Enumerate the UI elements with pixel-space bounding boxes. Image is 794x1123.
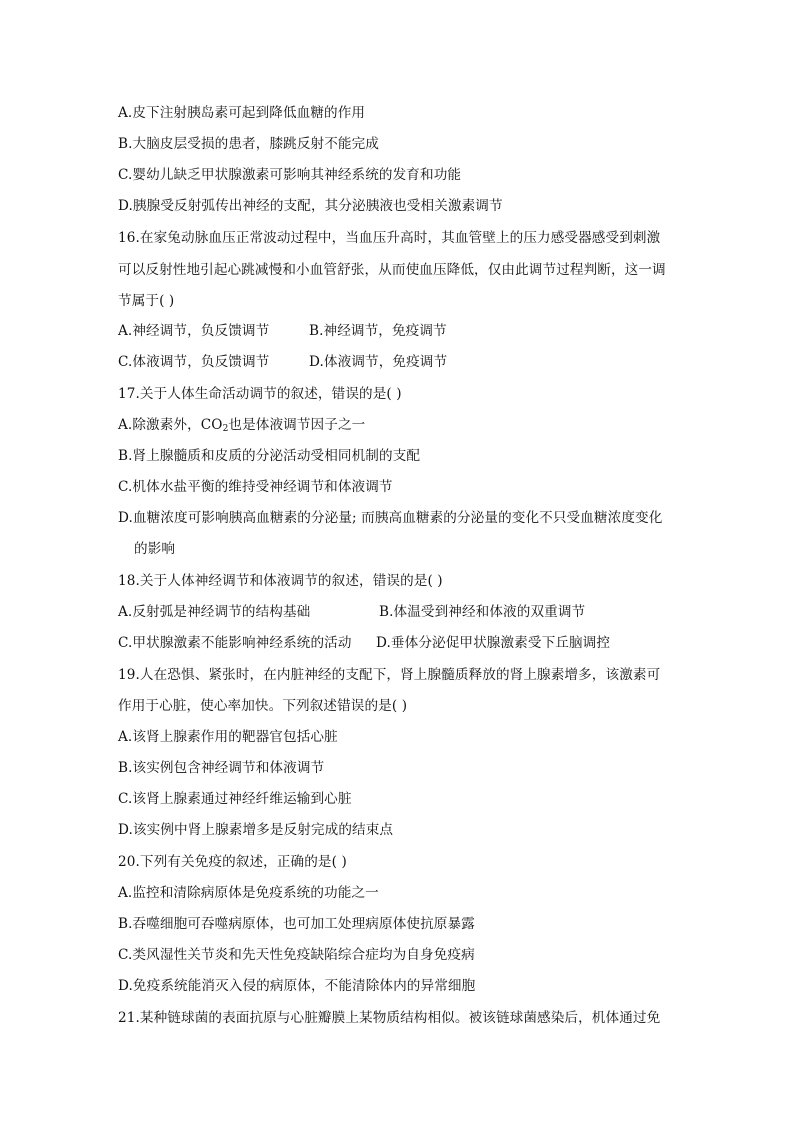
q19-option-a: A.该肾上腺素作用的靶器官包括心脏 [118, 729, 338, 745]
q17-option-d-line2: 的影响 [134, 541, 176, 557]
q16-option-c: C.体液调节，负反馈调节 [118, 354, 270, 370]
q15-option-b: B.大脑皮层受损的患者，膝跳反射不能完成 [118, 136, 379, 152]
q19-option-c: C.该肾上腺素通过神经纤维运输到心脏 [118, 791, 352, 807]
q15-option-c: C.婴幼儿缺乏甲状腺激素可影响其神经系统的发育和功能 [118, 167, 462, 183]
q16-option-d: D.体液调节，免疫调节 [309, 354, 448, 370]
q18-stem: 18.关于人体神经调节和体液调节的叙述，错误的是( ) [118, 573, 443, 589]
q20-option-d: D.免疫系统能消灭入侵的病原体，不能清除体内的异常细胞 [118, 978, 476, 994]
q18-option-d: D.垂体分泌促甲状腺激素受下丘脑调控 [376, 635, 611, 651]
q15-option-d: D.胰腺受反射弧传出神经的支配，其分泌胰液也受相关激素调节 [118, 198, 503, 214]
q17-option-a [118, 416, 365, 434]
q17-option-a-pre: A.除激素外，CO [118, 417, 223, 433]
q16-option-b: B.神经调节，免疫调节 [309, 323, 447, 339]
q16-stem-line2: 可以反射性地引起心跳减慢和小血管舒张，从而使血压降低，仅由此调节过程判断，这一调 [118, 262, 666, 278]
q18-option-c: C.甲状腺激素不能影响神经系统的活动 [118, 635, 352, 651]
q21-stem-line1: 21.某种链球菌的表面抗原与心脏瓣膜上某物质结构相似。被该链球菌感染后，机体通过免 [118, 1010, 661, 1026]
q18-option-a: A.反射弧是神经调节的结构基础 [118, 604, 311, 620]
q17-option-a-post: 也是体液调节因子之一 [228, 417, 366, 433]
q20-stem: 20.下列有关免疫的叙述，正确的是( ) [118, 854, 347, 870]
q20-option-b: B.吞噬细胞可吞噬病原体，也可加工处理病原体使抗原暴露 [118, 916, 475, 932]
q20-option-a: A.监控和清除病原体是免疫系统的功能之一 [118, 885, 379, 901]
q18-option-b: B.体温受到神经和体液的双重调节 [379, 604, 586, 620]
q17-option-c: C.机体水盐平衡的维持受神经调节和体液调节 [118, 479, 393, 495]
q17-option-b: B.肾上腺髓质和皮质的分泌活动受相同机制的支配 [118, 448, 421, 464]
q20-option-c: C.类风湿性关节炎和先天性免疫缺陷综合症均为自身免疫病 [118, 947, 475, 963]
q19-stem-line1: 19.人在恐惧、紧张时，在内脏神经的支配下，肾上腺髓质释放的肾上腺素增多，该激素可 [118, 667, 661, 683]
q19-stem-line2: 作用于心脏，使心率加快。下列叙述错误的是( ) [118, 698, 408, 714]
q19-option-b: B.该实例包含神经调节和体液调节 [118, 760, 325, 776]
q16-stem-line1: 16.在家兔动脉血压正常波动过程中，当血压升高时，其血管壁上的压力感受器感受到刺激 [118, 230, 661, 246]
q16-stem-line3: 节属于( ) [118, 293, 175, 309]
q19-option-d: D.该实例中肾上腺素增多是反射完成的结束点 [118, 822, 394, 838]
q17-option-a-subscript: 2 [222, 424, 229, 434]
q16-option-a: A.神经调节，负反馈调节 [118, 323, 270, 339]
q17-option-d-line1: D.血糖浓度可影响胰高血糖素的分泌量; 而胰高血糖素的分泌量的变化不只受血糖浓度变化 [118, 510, 663, 526]
q17-stem: 17.关于人体生命活动调节的叙述，错误的是( ) [118, 386, 402, 402]
q15-option-a: A.皮下注射胰岛素可起到降低血糖的作用 [118, 105, 366, 121]
